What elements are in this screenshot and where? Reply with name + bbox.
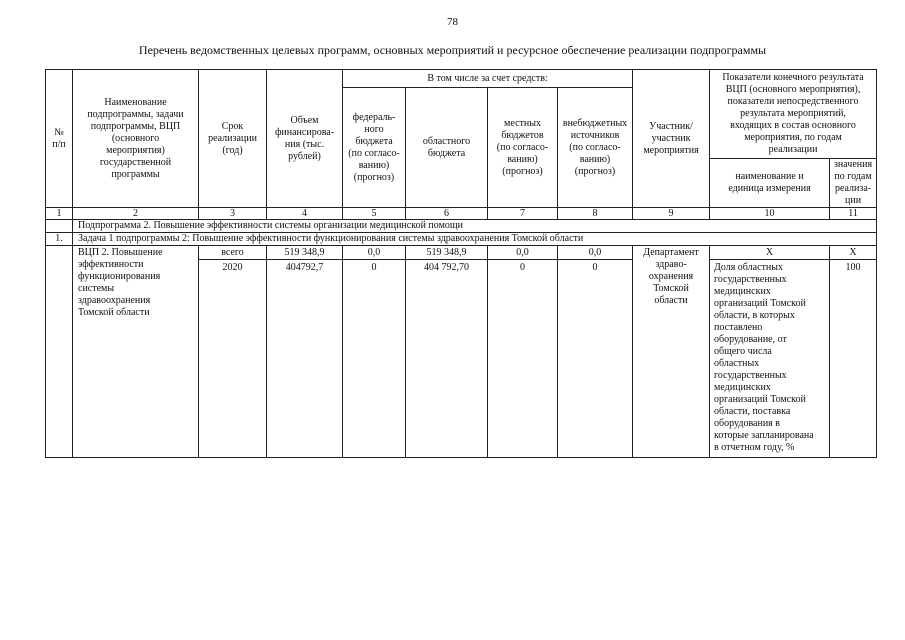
cell-extra: 0,0 — [558, 246, 633, 260]
header-local: местных бюджетов (по согласо- ванию) (прогноз) — [488, 88, 558, 208]
header-sources-group: В том числе за счет средств: — [343, 70, 633, 88]
cell-volume: 519 348,9 — [267, 246, 343, 260]
cell-indicator-value: 100 — [830, 260, 877, 458]
column-number: 4 — [267, 208, 343, 220]
cell-local: 0,0 — [488, 246, 558, 260]
header-federal: федераль- ного бюджета (по согласо- ванию) (прогноз) — [343, 88, 406, 208]
column-number: 3 — [199, 208, 267, 220]
header-row-1 — [46, 70, 877, 88]
column-number: 7 — [488, 208, 558, 220]
column-number: 11 — [830, 208, 877, 220]
cell-regional: 519 348,9 — [406, 246, 488, 260]
header-term: Срок реализации (год) — [199, 70, 267, 208]
header-indicator-values: значения по годам реализа- ции — [830, 159, 877, 208]
header-name: Наименование подпрограммы, задачи подпрограммы, ВЦП (основного мероприятия) государственной программы — [73, 70, 199, 208]
task-title: Задача 1 подпрограммы 2: Повышение эффективности функционирования системы здравоохранения Томской области — [73, 233, 877, 246]
programs-table — [45, 69, 877, 458]
header-participant: Участник/ участник мероприятия — [633, 70, 710, 208]
subprogram-row — [46, 220, 877, 233]
column-number: 10 — [710, 208, 830, 220]
table-row — [46, 246, 877, 260]
task-number: 1. — [46, 233, 73, 246]
subprogram-number-cell — [46, 220, 73, 233]
page-number: 78 — [447, 16, 458, 28]
cell-extra: 0 — [558, 260, 633, 458]
subprogram-title: Подпрограмма 2. Повышение эффективности системы организации медицинской помощи — [73, 220, 877, 233]
column-number: 8 — [558, 208, 633, 220]
cell-federal: 0 — [343, 260, 406, 458]
vcp-name: ВЦП 2. Повышение эффективности функционирования системы здравоохранения Томской области — [73, 246, 199, 458]
header-volume: Объем финансирова- ния (тыс. рублей) — [267, 70, 343, 208]
page-title: Перечень ведомственных целевых программ, основных мероприятий и ресурсное обеспечение реализации подпрограммы — [138, 43, 767, 57]
cell-indicator-name: X — [710, 246, 830, 260]
cell-indicator-name: Доля областных государственных медицинских организаций Томской области, в которых поставлено оборудование, от общего числа областных государственных медицинских организаций Томской области, поставка оборудования в которые запланирована в отчетном году, % — [710, 260, 830, 458]
cell-term: 2020 — [199, 260, 267, 458]
header-number: № п/п — [46, 70, 73, 208]
column-number: 5 — [343, 208, 406, 220]
vcp-number-cell — [46, 246, 73, 458]
column-number: 2 — [73, 208, 199, 220]
cell-federal: 0,0 — [343, 246, 406, 260]
vcp-participant: Департамент здраво- охранения Томской области — [633, 246, 710, 458]
header-regional: областного бюджета — [406, 88, 488, 208]
column-number: 9 — [633, 208, 710, 220]
header-indicators-group: Показатели конечного результата ВЦП (основного мероприятия), показатели непосредственного результата мероприятий, входящих в состав основного мероприятия, по годам реализации — [710, 70, 877, 159]
header-indicator-name: наименование и единица измерения — [710, 159, 830, 208]
cell-local: 0 — [488, 260, 558, 458]
column-numbers-row — [46, 208, 877, 220]
column-number: 6 — [406, 208, 488, 220]
cell-regional: 404 792,70 — [406, 260, 488, 458]
header-extra: внебюджетных источников (по согласо- ванию) (прогноз) — [558, 88, 633, 208]
cell-term: всего — [199, 246, 267, 260]
cell-volume: 404792,7 — [267, 260, 343, 458]
cell-indicator-value: X — [830, 246, 877, 260]
task-row — [46, 233, 877, 246]
column-number: 1 — [46, 208, 73, 220]
